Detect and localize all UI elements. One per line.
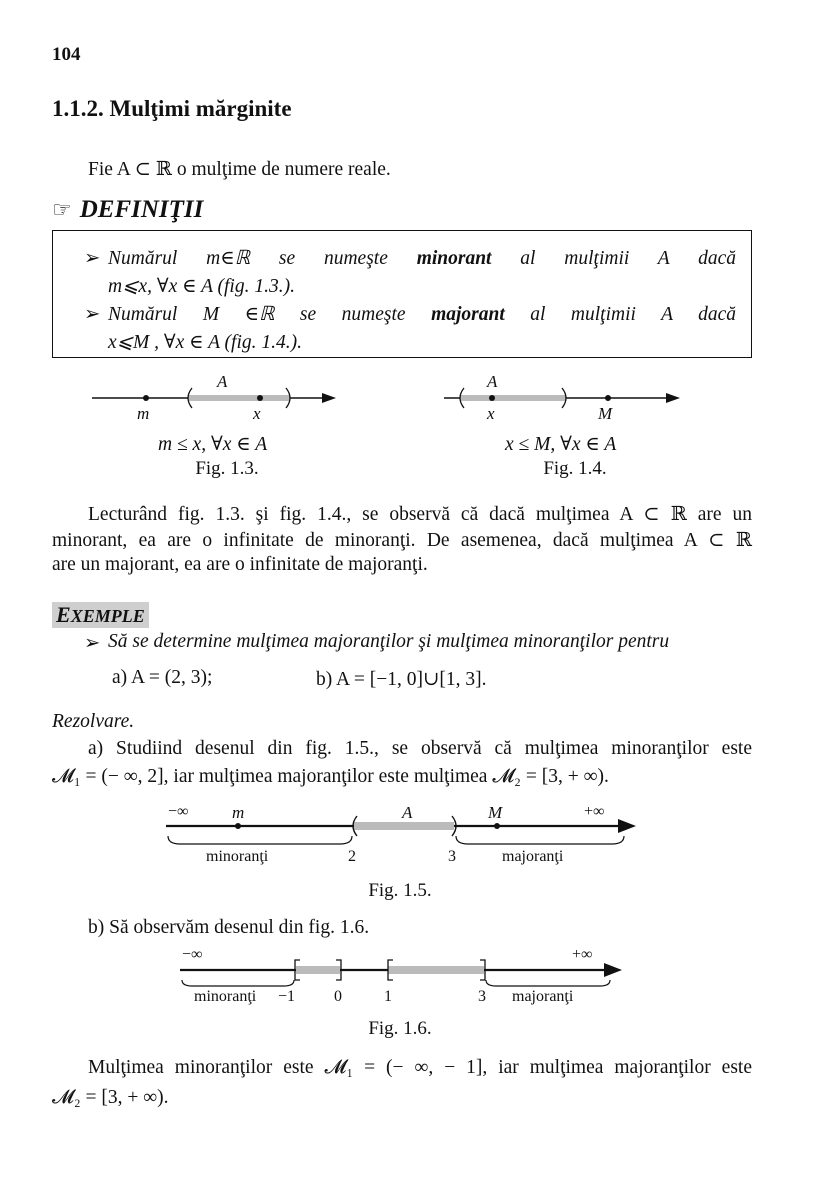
solution-label: Rezolvare. <box>52 711 135 732</box>
fig16-minor-label: minoranţi <box>194 988 257 1005</box>
example-task: Să se determine mulţimea majoranţilor şi mulţimea minoranţilor pentru <box>108 631 670 652</box>
paragraph-line-3: are un majorant, ea are o infinitate de majoranţi. <box>52 554 428 575</box>
page-number: 104 <box>52 44 81 65</box>
bullet-3: ➢ <box>84 633 101 654</box>
example-part-a: a) A = (2, 3); <box>112 667 213 688</box>
fig13-x-label: x <box>253 404 261 423</box>
def1-line2: m⩽x, ∀x ∈ A (fig. 1.3.). <box>108 276 295 297</box>
fig15-minus-inf: −∞ <box>168 803 189 820</box>
fig15-M-label: M <box>488 803 503 822</box>
fig16-tick-m1: −1 <box>278 988 296 1005</box>
hand-pointing-icon: ☞ <box>52 197 72 222</box>
fig16-minus-inf: −∞ <box>182 946 203 963</box>
solution-b-line: b) Să observăm desenul din fig. 1.6. <box>88 917 370 938</box>
fig14-M-label: M <box>598 404 613 423</box>
fig14-caption: Fig. 1.4. <box>543 458 607 479</box>
def1-line1: Numărul m∈ℝ se numeşte minorant al mulţimii A dacă <box>108 248 736 269</box>
intro-text: Fie A ⊂ ℝ o mulţime de numere reale. <box>88 159 391 180</box>
definitions-heading-text: DEFINIŢII <box>79 196 204 223</box>
fig16-caption: Fig. 1.6. <box>368 1018 432 1039</box>
section-title: 1.1.2. Mulţimi mărginite <box>52 96 292 121</box>
fig13-caption: Fig. 1.3. <box>195 458 259 479</box>
fig15-plus-inf: +∞ <box>584 803 605 820</box>
fig16-plus-inf: +∞ <box>572 946 593 963</box>
solution-a-line-2: 𝓜₁ = (− ∞, 2], iar mulţimea majoranţilor este mulţimea 𝓜₂ = [3, + ∞). <box>52 766 609 787</box>
fig15-tick-3: 3 <box>448 848 456 865</box>
fig14-set-label: A <box>487 372 498 391</box>
fig15-major-label: majoranţi <box>502 848 564 865</box>
fig13-set-label: A <box>217 372 228 391</box>
def2-line1: Numărul M ∈ℝ se numeşte majorant al mulţimii A dacă <box>108 304 737 325</box>
fig16-tick-0: 0 <box>334 988 342 1005</box>
fig16-tick-3: 3 <box>478 988 486 1005</box>
fig13-relation: m ≤ x, ∀x ∈ A <box>158 434 268 455</box>
bullet-1: ➢ <box>84 248 101 269</box>
fig13-m-label: m <box>137 404 150 423</box>
fig16-tick-1: 1 <box>384 988 392 1005</box>
def2-line2: x⩽M , ∀x ∈ A (fig. 1.4.). <box>108 332 303 353</box>
fig15-minor-label: minoranţi <box>206 848 269 865</box>
solution-a-line-1: a) Studiind desenul din fig. 1.5., se observă că mulţimea minoranţilor este <box>88 738 752 759</box>
paragraph-line-2: minorant, ea are o infinitate de minoranţi. De asemenea, dacă mulţimea A ⊂ ℝ <box>52 530 752 551</box>
fig15-set-label: A <box>402 803 413 822</box>
fig15-caption: Fig. 1.5. <box>368 880 432 901</box>
fig16-major-label: majoranţi <box>512 988 574 1005</box>
paragraph-line-1: Lecturând fig. 1.3. şi fig. 1.4., se observă că dacă mulţimea A ⊂ ℝ are un <box>88 504 752 525</box>
fig14-relation: x ≤ M, ∀x ∈ A <box>505 434 617 455</box>
fig14-x-label: x <box>487 404 495 423</box>
final-line-2: 𝓜₂ = [3, + ∞). <box>52 1087 169 1108</box>
fig15-tick-2: 2 <box>348 848 356 865</box>
fig15-m-label: m <box>232 803 245 822</box>
final-line-1: Mulţimea minoranţilor este 𝓜₁ = (− ∞, − 1], iar mulţimea majoranţilor este <box>88 1057 752 1078</box>
example-part-b: b) A = [−1, 0]∪[1, 3]. <box>316 669 487 690</box>
bullet-2: ➢ <box>84 304 101 325</box>
examples-heading: EXEMPLE <box>52 602 149 628</box>
